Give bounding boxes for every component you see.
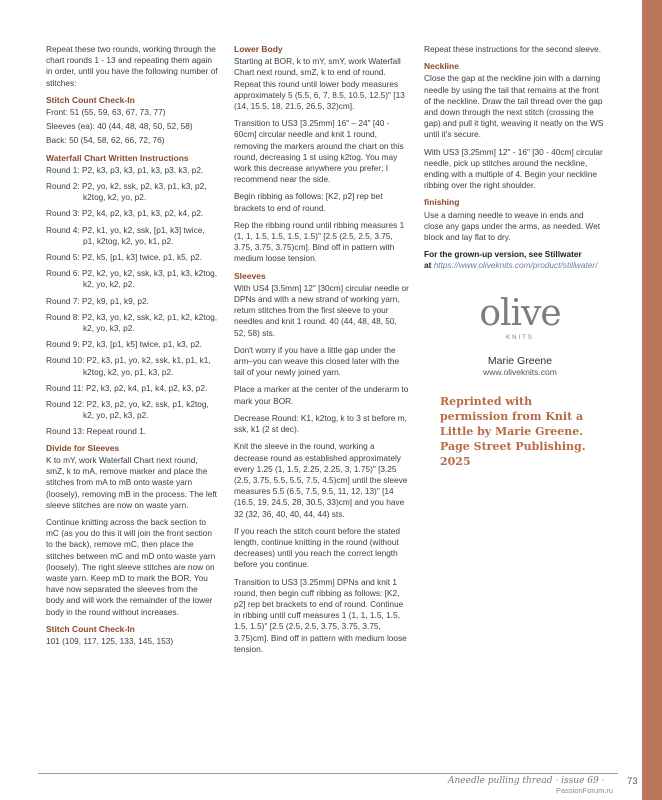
stitch-count-heading-2: Stitch Count Check-In	[46, 623, 135, 634]
watermark: PassionForum.ru	[556, 786, 614, 795]
repeat-paragraph: Repeat these instructions for the second sleeve.	[424, 44, 602, 54]
author-name: Marie Greene	[487, 354, 553, 367]
round-item: Round 13: Repeat round 1.	[46, 426, 147, 437]
round-item: Round 10: P2, k3, p1, yo, k2, ssk, k1, p1, k1, k2tog, k2, yo, p1, k3, p2.	[46, 355, 211, 377]
gap-paragraph: Don't worry if you have a little gap under the arm–you can weave this closed later with the tail of your newly joined yarn.	[234, 344, 400, 378]
continue-paragraph: Continue knitting across the back section to mC (as you do this it will join the front section to the back), remove mC, then place the stitches between mC and mD onto waste yarn (loosely). The right sleeve stitches are now on waste yarn. Keep mD to mark the BOR. You have now separated the sleeves from the body and will work the remainder of the lower body in the round without increases.	[46, 516, 216, 617]
written-instructions-heading: Waterfall Chart Written Instructions	[46, 152, 189, 163]
stitch-count-value-2: 101 (109, 117, 125, 133, 145, 153)	[46, 635, 174, 646]
rep-ribbing-paragraph: Rep the ribbing round until ribbing measures 1 (1, 1, 1.5, 1.5, 1.5, 1.5)" [2.5 (2.5, 2.5, 3.75, 3.75, 3.75, 3.75)cm]. Bind off in pattern with medium loose tension.	[234, 219, 405, 264]
round-item: Round 5: P2, k5, [p1, k3] twice, p1, k5, p2.	[46, 252, 202, 263]
footer-divider	[38, 773, 618, 774]
column-2	[234, 44, 410, 661]
round-item: Round 1: P2, k3, p3, k3, p1, k3, p3, k3, p2.	[46, 164, 204, 175]
page-number: 73	[627, 776, 638, 787]
round-item: Round 11: P2, k3, p2, k4, p1, k4, p2, k3, p2.	[46, 382, 208, 393]
lower-body-paragraph: Starting at BOR, k to mY, smY, work Waterfall Chart next round, smZ, k to end of round. Repeat this round until lower body measures approximately 5 (5.5, 6, 7, 8.5, 10.5, 12.5)" [13 (14, 15.5, 18, 21.5, 26.5, 32)cm].	[234, 56, 405, 112]
lower-body-heading: Lower Body	[234, 44, 283, 54]
grownup-paragraph	[424, 249, 604, 271]
at-text: at	[424, 260, 434, 271]
reprint-notice: Reprinted with permission from Knit a Little by Marie Greene. Page Street Publishing. 2025	[440, 395, 586, 469]
neckline-paragraph: Close the gap at the neckline join with a darning needle by using the tail that remains at the front of the neckline. Draw the tail thread over the gap and down through the next stitch (crossing the gap) and pull it tight, weaving it neatly on the WS until it's secure.	[424, 73, 604, 140]
finishing-heading: finishing	[424, 197, 460, 208]
intro-paragraph: Repeat these two rounds, working through the chart rounds 1 - 13 and repeating them again in order, until you have the following number of stitches:	[46, 44, 218, 88]
round-item: Round 7: P2, k9, p1, k9, p2.	[46, 295, 149, 306]
sleeves-heading: Sleeves	[234, 270, 266, 281]
front-count: Front: 51 (55, 59, 63, 67, 73, 77)	[46, 107, 166, 118]
magazine-name: Aneedle pulling thread	[448, 776, 553, 786]
round-item: Round 6: P2, k2, yo, k2, ssk, k3, p1, k3, k2tog, k2, yo, k2, p2.	[46, 268, 218, 290]
round-item: Round 2: P2, yo, k2, ssk, p2, k3, p1, k3, p2, k2tog, k2, yo, p2.	[46, 181, 207, 203]
marker-paragraph: Place a marker at the center of the underarm to mark your BOR.	[234, 384, 409, 406]
round-item: Round 12: P2, k3, p2, yo, k2, ssk, p1, k2tog, k2, yo, p2, k3, p2.	[46, 399, 209, 421]
knit-sleeve-paragraph: Knit the sleeve in the round, working a decrease round as established approximately every 1.25 (1, 1.5, 2.25, 2.25, 3, 1.75)" [3.25 (2.5, 3.75, 5.5, 5.5, 7.5, 4.5)cm] until the sleeve measures 5.5 (6.5, 7.5, 9.5, 11, 12, 13)" [14 (16.5, 19, 24.5, 28, 30.5, 33)cm] and you have 32 (32, 36, 40, 40, 44, 44) sts.	[234, 441, 408, 519]
column-1	[46, 44, 218, 653]
ribbing-paragraph: Begin ribbing as follows: [K2, p2] rep bet brackets to end of round.	[234, 191, 383, 213]
decrease-paragraph: Decrease Round: K1, k2tog, k to 3 st before m, ssk, k1 (2 st dec).	[234, 412, 407, 435]
divide-sleeves-heading: Divide for Sleeves	[46, 442, 120, 453]
sleeves-paragraph: With US4 [3.5mm] 12" [30cm] circular needle or DPNs and with a new strand of working yarn, return stitches from the first sleeve to your needles and knit 1 round. 40 (44, 48, 48, 50, 52, 58) sts.	[234, 282, 409, 338]
reach-paragraph: If you reach the stitch count before the stated length, continue knitting in the round (without decreases) until you reach the correct length before you continue.	[234, 525, 401, 570]
logo-subtitle: KNITS	[506, 334, 534, 341]
sleeves-count: Sleeves (ea): 40 (44, 48, 48, 50, 52, 58)	[46, 121, 193, 132]
round-item: Round 9: P2, k3, [p1, k5] twice, p1, k3, p2.	[46, 339, 202, 350]
rounds-list	[46, 165, 218, 438]
neckline-paragraph-2: With US3 [3.25mm] 12" - 16" [30 - 40cm] circular needle, pick up stitches around the neckline, ending with a multiple of 4. Begin your neckline ribbing over the right shoulder.	[424, 146, 603, 191]
side-color-strip	[642, 0, 662, 800]
divide-paragraph: K to mY, work Waterfall Chart next round, smZ, k to mA, remove marker and place the stitches from mA to mB onto waste yarn (loosely), removing mB in the process. The left sleeve stitches are now on waste yarn.	[46, 454, 217, 510]
round-item: Round 3: P2, k4, p2, k3, p1, k3, p2, k4, p2.	[46, 208, 204, 219]
author-website: www.oliveknits.com	[483, 367, 557, 378]
cuff-paragraph: Transition to US3 [3.25mm] DPNs and knit 1 round, then begin cuff ribbing as follows: [K2, p2] rep bet brackets to end of round. Continue in ribbing until cuff measures 1 (1, 1, 1.5, 1.5, 1.5, 1.5)" [2.5 (2.5, 2.5, 3.75, 3.75, 3.75, 3.75)cm]. Bind off in pattern with medium loose tension.	[234, 576, 407, 654]
column-3	[424, 44, 604, 469]
stitch-count-heading: Stitch Count Check-In	[46, 94, 135, 105]
issue-label: · issue 69 ·	[555, 776, 605, 786]
transition-paragraph: Transition to US3 [3.25mm] 16" – 24" [40 - 60cm] circular needle and knit 1 round, removing the markers around the chart on this round, decreasing 1 st using k2tog. You may work this decrease anywhere you prefer; I recommend near the side.	[234, 118, 404, 185]
grownup-text: For the grown-up version, see Stillwater	[424, 249, 582, 260]
round-item: Round 4: P2, k1, yo, k2, ssk, [p1, k3] twice, p1, k2tog, k2, yo, k1, p2.	[46, 224, 205, 246]
logo-wordmark: olive	[479, 292, 561, 334]
footer-text	[448, 776, 604, 786]
finishing-paragraph: Use a darning needle to weave in ends and close any gaps under the arms, as needed. Wet block and lay flat to dry.	[424, 209, 601, 243]
neckline-heading: Neckline	[424, 61, 459, 72]
back-count: Back: 50 (54, 58, 62, 66, 72, 76)	[46, 135, 165, 146]
stillwater-link[interactable]: https://www.oliveknits.com/product/stillwater/	[433, 260, 598, 271]
olive-knits-logo	[472, 292, 568, 379]
round-item: Round 8: P2, k3, yo, k2, ssk, k2, p1, k2, k2tog, k2, yo, k3, p2.	[46, 311, 218, 334]
